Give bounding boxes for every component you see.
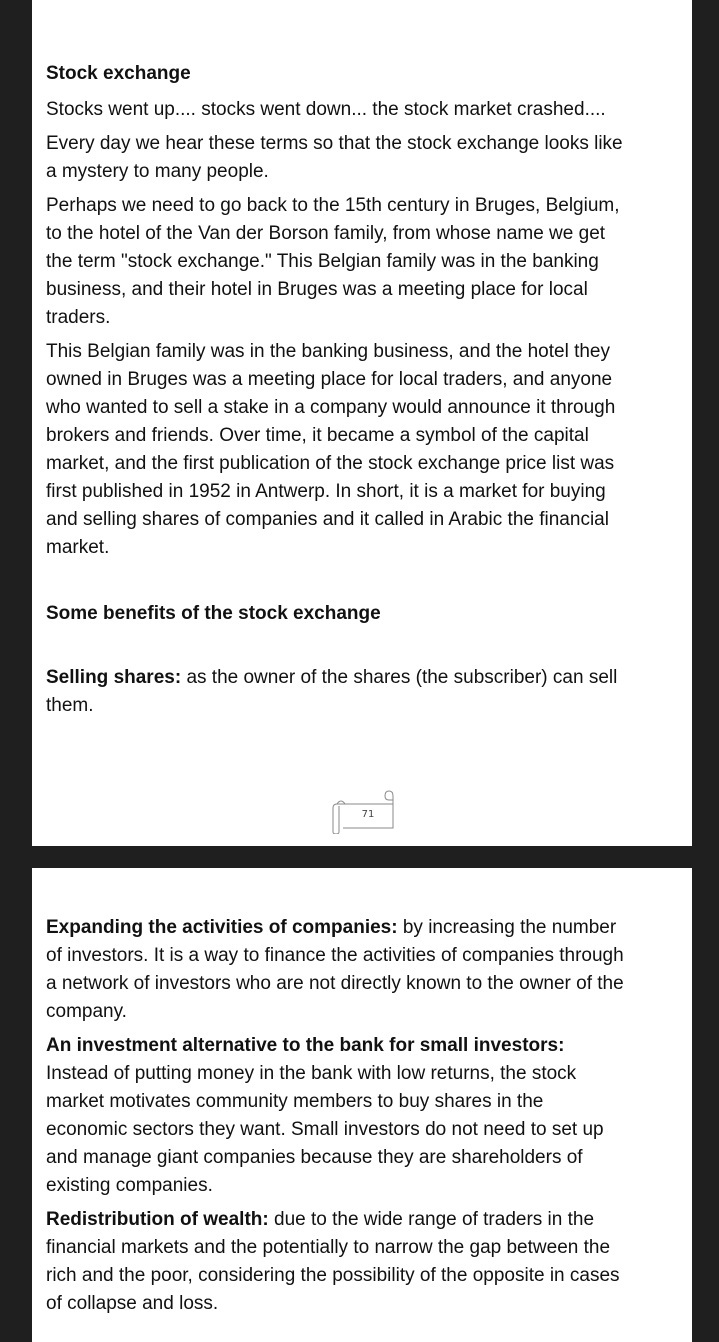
benefit-expanding-activities bbox=[46, 914, 626, 1026]
page-2-content bbox=[46, 914, 626, 1318]
benefit-text: as the owner of the shares (the subscriber) can sell them. bbox=[46, 667, 618, 716]
page-number-scroll bbox=[327, 788, 399, 834]
benefit-term: Expanding the activities of companies: bbox=[46, 917, 398, 938]
benefit-investment-alternative bbox=[46, 1032, 626, 1200]
benefit-text: due to the wide range of traders in the financial markets and the potentially to narrow the gap between the rich and the poor, considering the possibility of the opposite in cases of collapse and loss. bbox=[46, 1209, 620, 1314]
benefit-term: Selling shares: bbox=[46, 667, 182, 688]
paragraph-4: This Belgian family was in the banking business, and the hotel they owned in Bruges was a meeting place for local traders, and anyone who wanted to sell a stake in a company would announce it through brokers and friends. Over time, it became a symbol of the capital market, and the first publication of the stock exchange price list was first published in 1952 in Antwerp. In short, it is a market for buying and selling shares of companies and it called in Arabic the financial market. bbox=[46, 341, 616, 558]
page-number: 71 bbox=[361, 809, 375, 820]
benefit-text: Instead of putting money in the bank with low returns, the stock market motivates community members to buy shares in the economic sectors they want. Small investors do not need to set up and manage giant companies because they are shareholders of existing companies. bbox=[46, 1063, 604, 1196]
benefit-term: Redistribution of wealth: bbox=[46, 1209, 269, 1230]
section-title: Stock exchange bbox=[46, 63, 191, 84]
benefits-heading: Some benefits of the stock exchange bbox=[46, 603, 381, 624]
benefit-term: An investment alternative to the bank for small investors: bbox=[46, 1035, 565, 1056]
benefit-redistribution bbox=[46, 1206, 626, 1318]
benefit-selling-shares bbox=[46, 664, 626, 720]
page-1-content bbox=[46, 60, 626, 720]
paragraph-2: Every day we hear these terms so that the stock exchange looks like a mystery to many people. bbox=[46, 133, 623, 182]
paragraph-1: Stocks went up.... stocks went down... the stock market crashed.... bbox=[46, 99, 606, 120]
paragraph-3: Perhaps we need to go back to the 15th century in Bruges, Belgium, to the hotel of the Van der Borson family, from whose name we get the term "stock exchange." This Belgian family was in the banking business, and their hotel in Bruges was a meeting place for local traders. bbox=[46, 195, 620, 328]
benefit-text: by increasing the number of investors. It is a way to finance the activities of companies through a network of investors who are not directly known to the owner of the company. bbox=[46, 917, 624, 1022]
